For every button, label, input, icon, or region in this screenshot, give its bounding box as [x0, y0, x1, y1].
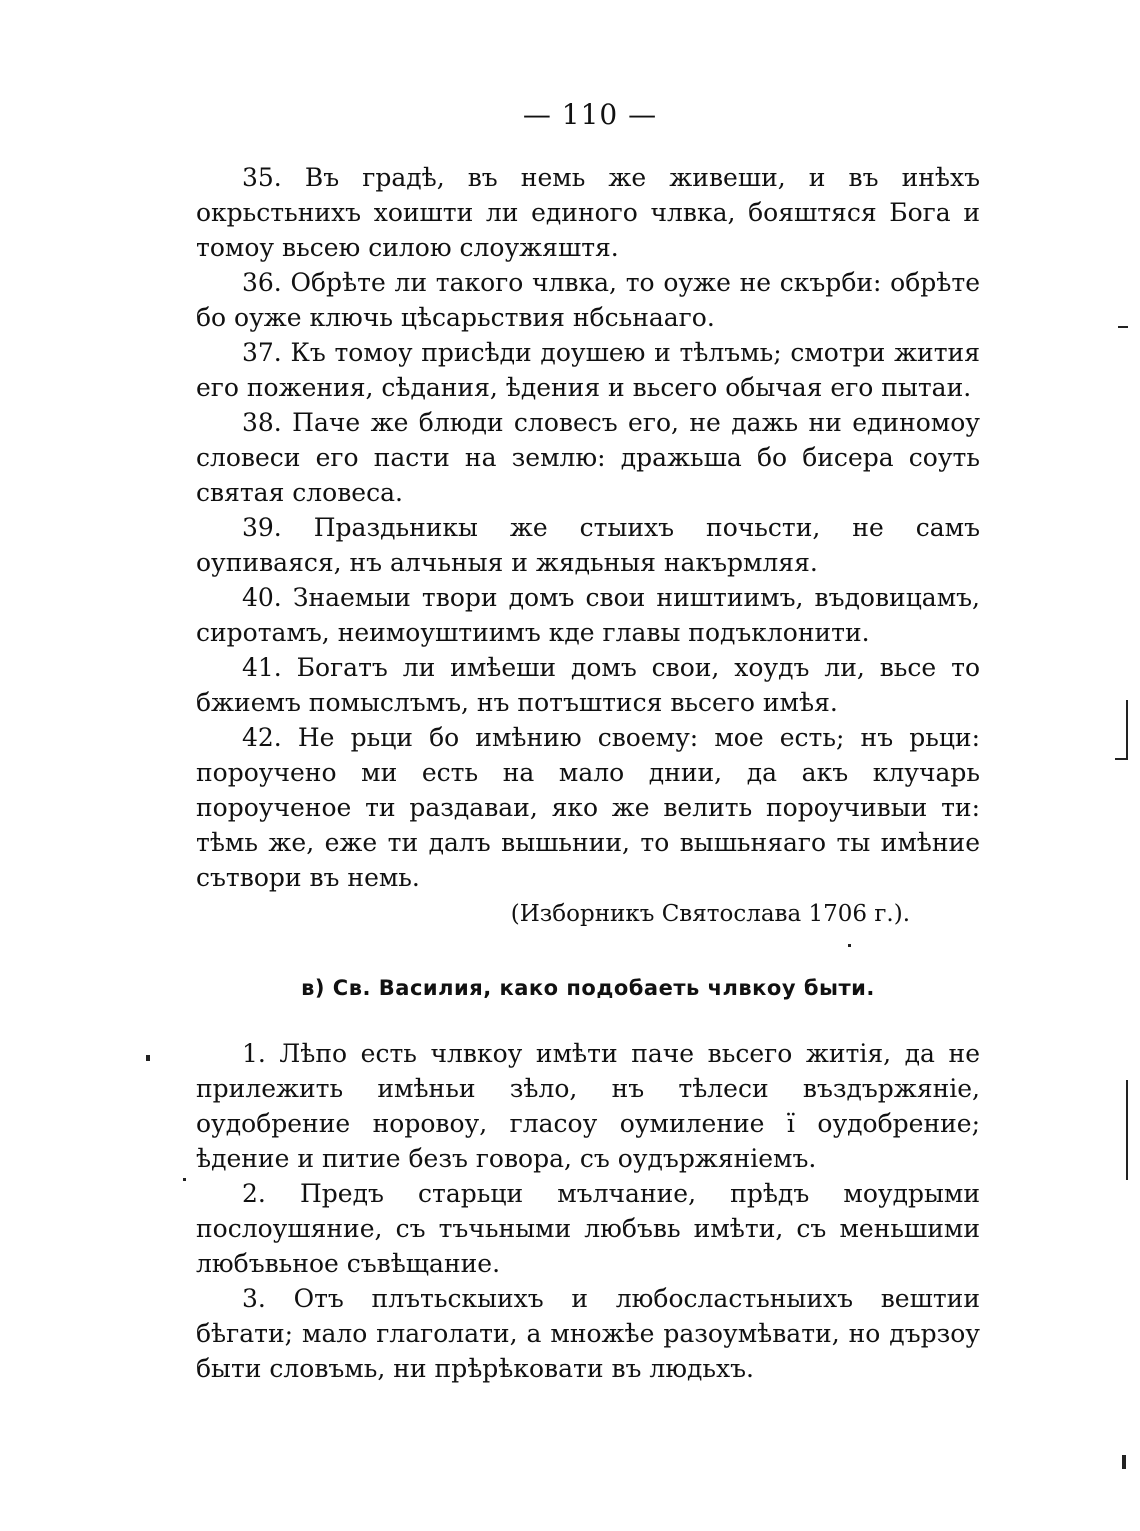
paragraph-36: 36. Обрѣте ли такого члвка, то оуже не скърби: обрѣте бо оуже ключь цѣсарьствия нбсьнааго. [196, 268, 980, 332]
paragraph-37: 37. Къ томоу присѣди доушею и тѣлъмь; смотри жития его пожения, сѣдания, ѣдения и вьсего обычая его пытаи. [196, 338, 980, 402]
scan-mark [1126, 1080, 1128, 1180]
scan-mark [1118, 326, 1128, 328]
scan-mark [848, 944, 851, 947]
section-heading: в) Св. Василия, како подобаеть члвкоу быти. [301, 976, 875, 1000]
paragraph-38: 38. Паче же блюди словесъ его, не дажь ни единомоу словеси его пасти на землю: дражьша бо бисера соуть святая словеса. [196, 408, 980, 507]
source-citation: (Изборникъ Святослава 1706 г.). [510, 901, 910, 927]
scan-mark [146, 1055, 150, 1061]
paragraph-39: 39. Праздьникы же стыихъ почьсти, не самъ оупиваяся, нъ алчьныя и жядьныя накърмляя. [196, 513, 980, 577]
paragraph-3: 3. Отъ плътьскыихъ и любосластьныихъ вештии бѣгати; мало глаголати, а множѣе разоумѣвати, но дързоу быти словъмь, ни прѣрѣковати въ людьхъ. [196, 1284, 980, 1383]
instructions-text-block [196, 160, 980, 932]
paragraph-42: 42. Не рьци бо имѣнию своему: мое есть; нъ рьци: пороучено ми есть на мало днии, да акъ клучарь пороученое ти раздаваи, яко же велить пороучивыи ти: тѣмь же, еже ти далъ вышьнии, то вышьняаго ты имѣние сътвори въ немь. [196, 723, 980, 892]
paragraph-35: 35. Въ градѣ, въ немь же живеши, и въ инѣхъ окрьстьнихъ хоишти ли единого члвка, бояштяся Бога и томоу вьсею силою слоужяштя. [196, 163, 980, 262]
paragraph-41: 41. Богатъ ли имѣеши домъ свои, хоудъ ли, вьсе то бжиемъ помыслъмъ, нъ потъштися вьсего имѣя. [196, 653, 980, 717]
scan-mark [1126, 700, 1128, 760]
page-number: — 110 — [522, 98, 658, 131]
paragraph-40: 40. Знаемыи твори домъ свои ништиимъ, въдовицамъ, сиротамъ, неимоуштиимъ кде главы подъклонити. [196, 583, 980, 647]
basil-text-block [196, 1036, 980, 1386]
paragraph-1: 1. Лѣпо есть члвкоу имѣти паче вьсего житія, да не прилежить имѣньи зѣло, нъ тѣлеси въздържяніе, оудобрение норовоу, гласоу оумиление ї оудобрение; ѣдение и питие безъ говора, съ оудържяніемъ. [196, 1039, 980, 1173]
scan-mark [1122, 1455, 1126, 1469]
scan-mark [1115, 758, 1127, 760]
paragraph-2: 2. Предъ старьци мълчание, прѣдъ моудрыми послоушяние, съ тъчьными любъвь имѣти, съ меньшими любъвьное съвѣщание. [196, 1179, 980, 1278]
scan-mark [183, 1178, 186, 1181]
